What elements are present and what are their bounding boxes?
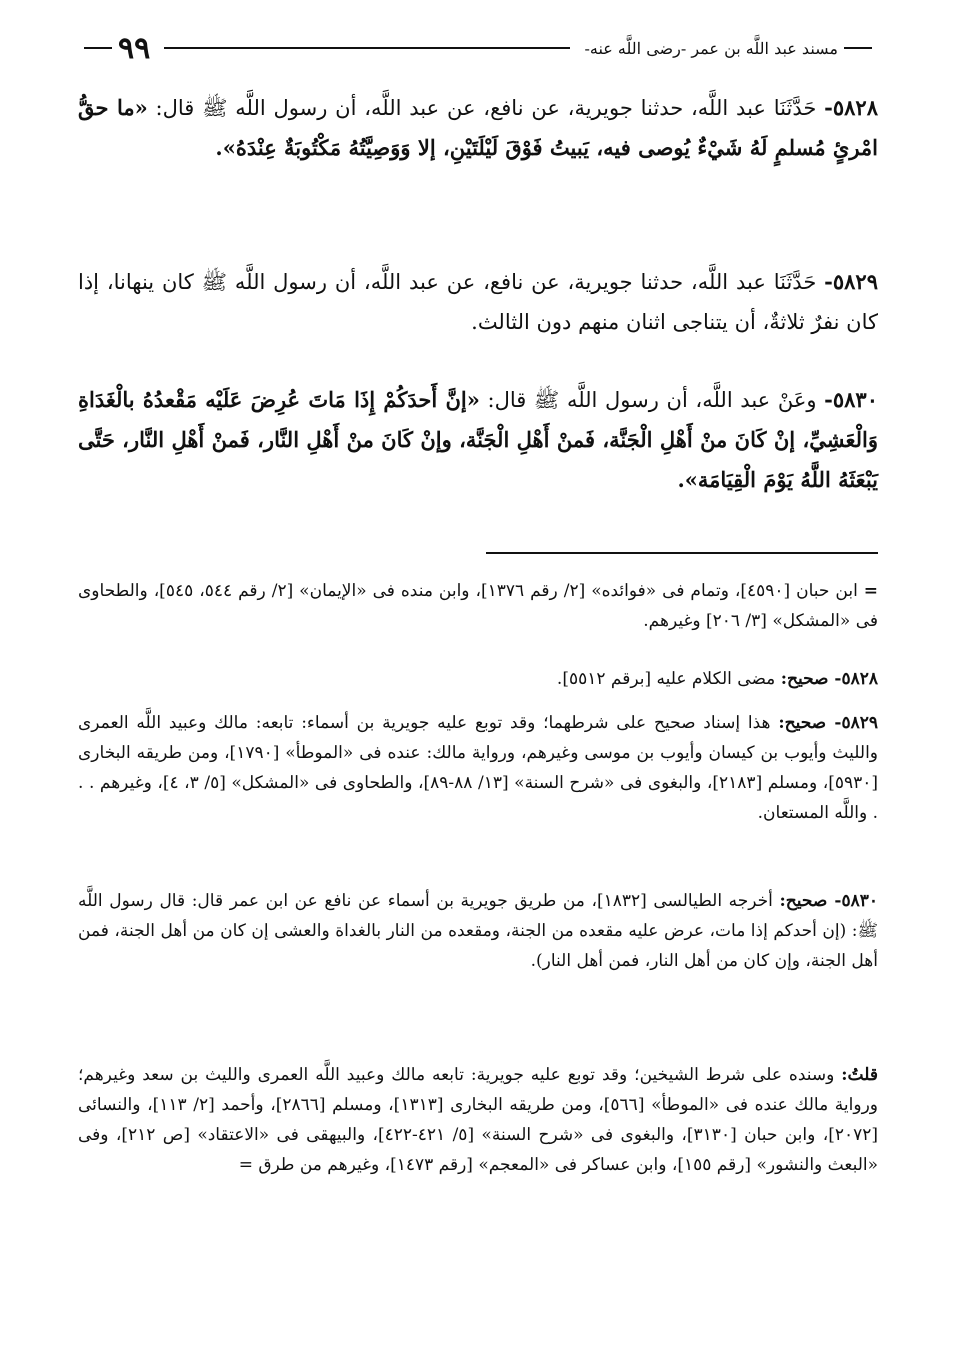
header-dash-left — [84, 47, 112, 49]
hadith-5829 — [78, 262, 878, 342]
footnote-label: ٥٨٣٠- صحيح: — [779, 891, 878, 911]
header-title: مسند عبد اللَّه بن عمر -رضى اللَّه عنه- — [584, 38, 838, 58]
hadith-number: ٥٨٣٠- — [824, 387, 878, 412]
footnote-text: وسنده على شرط الشيخين؛ وقد توبع عليه جويرية: تابعه مالك وعبيد اللَّه العمرى والليث بن سعد وغيرهم؛ ورواية مالك عنده فى «الموطأ» [٥٦٦]، ومن طريقه البخارى [١٣١٣]، ومسلم [٢٨٦٦]، وأحمد [٢/ ١١٣]، والنسائى [٢٠٧٢]، وابن حبان [٣١٣٠]، والبغوى فى «شرح السنة» [٥/ ٤٢١-٤٢٢]، والبيهقى فى «الاعتقاد» [ص ٢١٢]، وفى «البعث والنشور» [رقم ١٥٥]، وابن عساكر فى «المعجم» [رقم ١٤٧٣]، وغيرهم من طرق = — [78, 1065, 878, 1175]
footnote-label: = — [863, 581, 879, 601]
footnote-5828 — [78, 664, 878, 694]
hadith-5828 — [78, 88, 878, 168]
hadith-number: ٥٨٢٩- — [824, 269, 878, 294]
footnote-text: هذا إسناد صحيح على شرطهما؛ وقد توبع عليه جويرية بن أسماء: تابعه: مالك وعبيد اللَّه العمرى والليث وأيوب بن كيسان وأيوب بن موسى وغيرهم، ورواية مالك: عنده فى «الموطأ» [١٧٩٠]، ومن طريقه البخارى [٥٩٣٠]، ومسلم [٢١٨٣]، والبغوى فى «شرح السنة» [١٣/ ٨٨-٨٩]، والطحاوى فى «المشكل» [٥/ ٣، ٤]، وغيرهم . . . واللَّه المستعان. — [78, 713, 879, 823]
footnote-text: مضى الكلام عليه [برقم ٥٥١٢]. — [556, 669, 776, 689]
hadith-5830 — [78, 380, 878, 500]
footnote-text: أخرجه الطيالسى [١٨٣٢]، من طريق جويرية بن أسماء عن نافع عن ابن عمر قال: قال رسول اللَّه ﷺ: (إن أحدكم إذا مات، عرض عليه مقعده من الجنة، ومقعده من النار بالغداة والعشى إن كان من أهل الجنة، فمن أهل الجنة، وإن كان من أهل النار، فمن أهل النار). — [78, 891, 878, 971]
footnote-5830 — [78, 886, 878, 976]
hadith-isnad: حَدَّثَنَا عبد اللَّه، حدثنا جويرية، عن نافع، عن عبد اللَّه، أن رسول اللَّه ﷺ قال: — [155, 96, 817, 120]
footnote-label: ٥٨٢٨- صحيح: — [780, 669, 878, 689]
footnote-continuation — [78, 576, 878, 636]
hadith-matn: «إنَّ أَحدَكُمْ إِذَا مَاتَ عُرِضَ عَلَيْه مَقْعدُهُ بالْغَدَاةِ وَالْعَشِيِّ، إنْ كَانَ منْ أَهْلِ الْجَنَّة، فَمنْ أَهْلِ الْجَنَّة، وإنْ كَانَ منْ أَهْلِ النَّار، فَمنْ أَهْلِ النَّار، حَتَّى يَبْعَثَهُ اللَّهُ يَوْمَ الْقِيَامَة». — [78, 387, 878, 492]
hadith-number: ٥٨٢٨- — [824, 95, 878, 120]
footnote-separator — [486, 552, 878, 554]
footnote-qultu — [78, 1060, 878, 1180]
header-dash-right — [844, 47, 872, 49]
footnote-label: قلتُ: — [841, 1065, 878, 1085]
running-header — [78, 30, 878, 66]
footnote-label: ٥٨٢٩- صحيح: — [778, 713, 879, 733]
hadith-text: حَدَّثَنَا عبد اللَّه، حدثنا جويرية، عن نافع، عن عبد اللَّه، أن رسول اللَّه ﷺ كان ينهانا، إذا كان نفرٌ ثلاثةٌ، أن يتناجى اثنان منهم دون الثالث. — [78, 270, 878, 334]
footnote-text: ابن حبان [٤٥٩٠]، وتمام فى «فوائده» [٢/ رقم ١٣٧٦]، وابن منده فى «الإيمان» [٢/ رقم ٥٤٤، ٥٤٥]، والطحاوى فى «المشكل» [٣/ ٢٠٦] وغيرهم. — [78, 581, 878, 631]
footnote-5829 — [78, 708, 878, 828]
hadith-isnad: وعَنْ عبد اللَّه، أن رسول اللَّه ﷺ قال: — [487, 388, 817, 412]
page-number: ٩٩ — [118, 30, 151, 66]
hadith-matn: «ما حقُّ امْرئٍ مُسلمٍ لَهُ شَيْءٌ يُوصى فيه، يَبيتُ فَوْقَ لَيْلَتَيْنِ، إلا وَوَصِيَّتُهُ مَكْتُوبَةٌ عِنْدَهُ». — [78, 95, 878, 160]
header-rule — [164, 47, 570, 49]
